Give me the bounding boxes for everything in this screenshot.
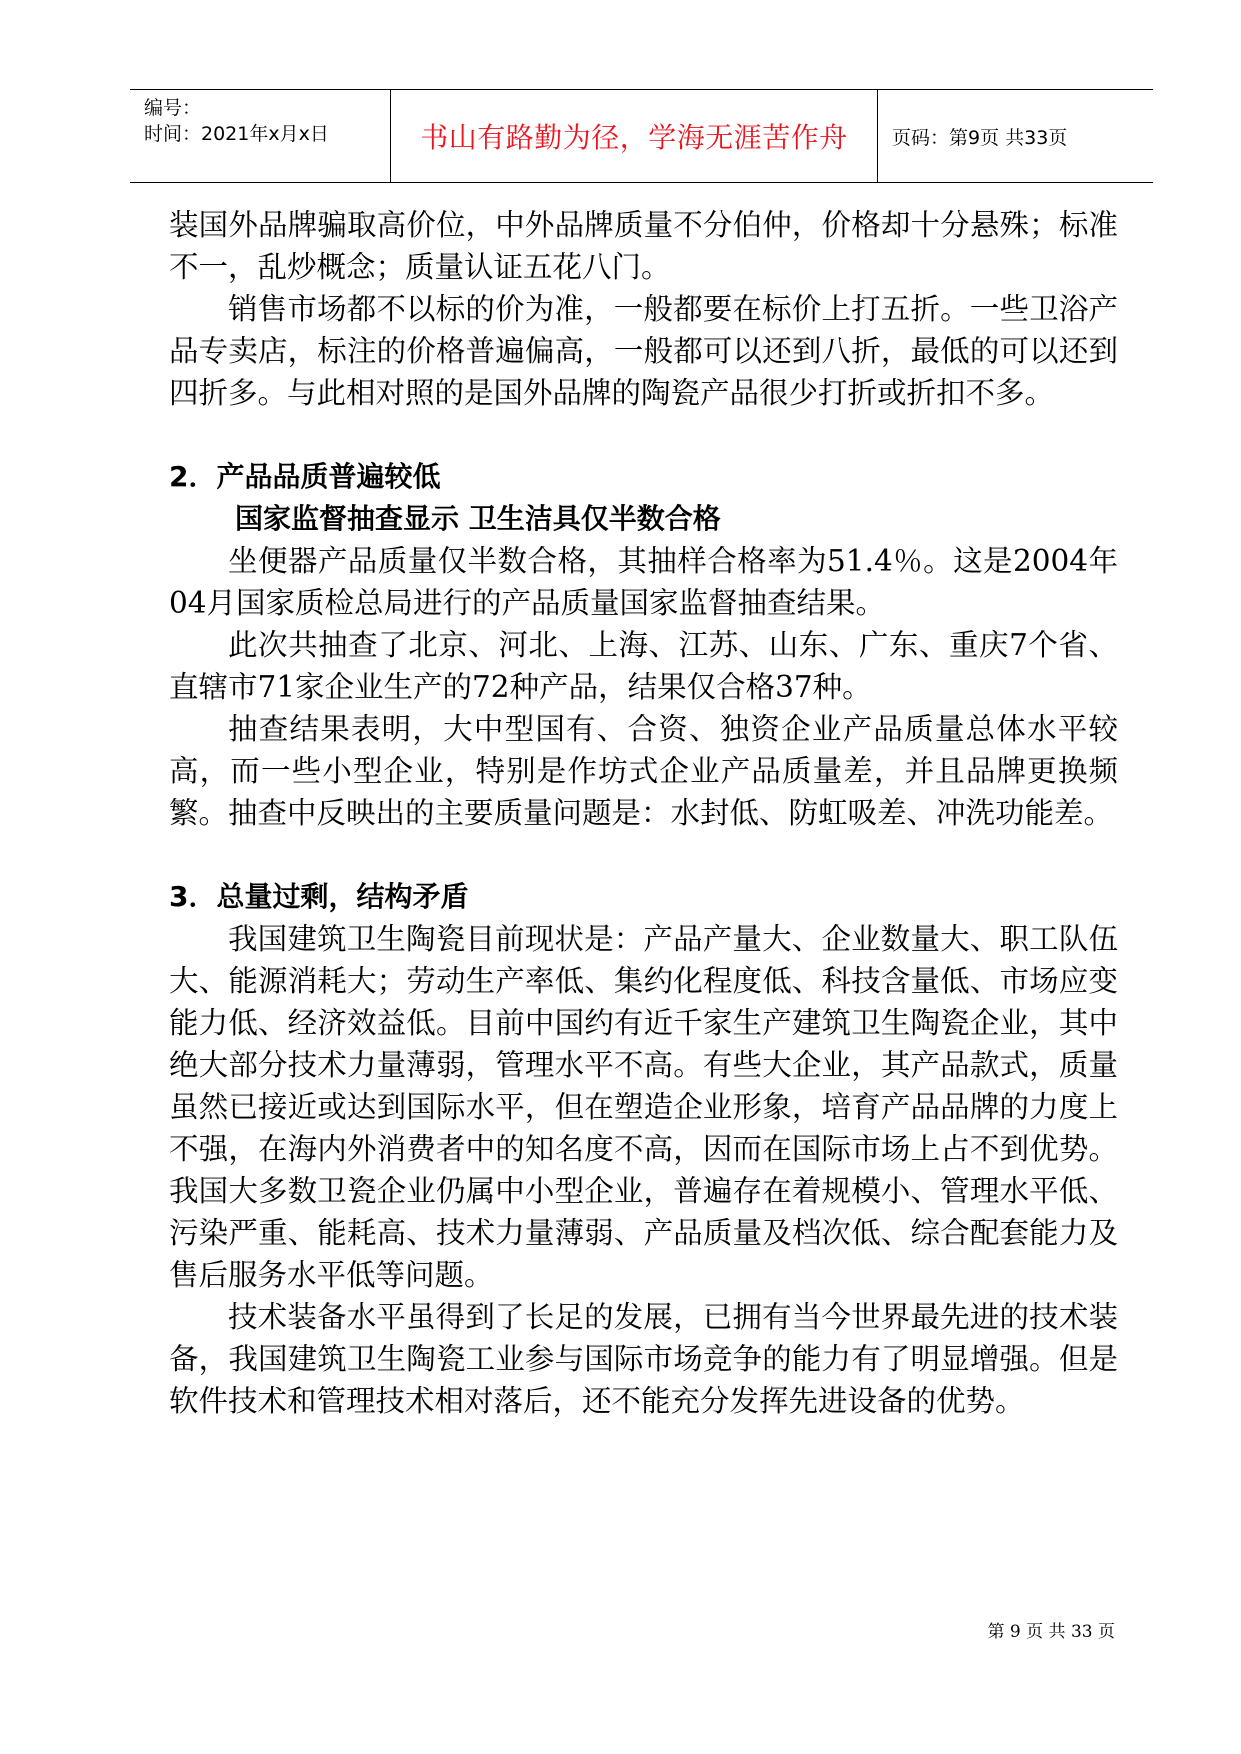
header-page-code: 页码：第9页 共33页 xyxy=(892,126,1068,149)
section-heading-3: 3．总量过剩，结构矛盾 xyxy=(169,880,469,913)
document-body xyxy=(169,204,1118,1422)
paragraph: 销售市场都不以标的价为准，一般都要在标价上打五折。一些卫浴产品专卖店，标注的价格普遍偏高，一般都可以还到八折，最低的可以还到四折多。与此相对照的是国外品牌的陶瓷产品很少打折或折扣不多。 xyxy=(169,292,1118,410)
paragraph: 技术装备水平虽得到了长足的发展，已拥有当今世界最先进的技术装备，我国建筑卫生陶瓷工业参与国际市场竞争的能力有了明显增强。但是软件技术和管理技术相对落后，还不能充分发挥先进设备的优势。 xyxy=(169,1300,1118,1418)
spacer xyxy=(169,834,1118,876)
paragraph: 此次共抽查了北京、河北、上海、江苏、山东、广东、重庆7个省、直辖市71家企业生产的72种产品，结果仅合格37种。 xyxy=(169,628,1118,704)
paragraph: 抽查结果表明，大中型国有、合资、独资企业产品质量总体水平较高，而一些小型企业，特别是作坊式企业产品质量差，并且品牌更换频繁。抽查中反映出的主要质量问题是：水封低、防虹吸差、冲洗功能差。 xyxy=(169,712,1118,830)
header-motto: 书山有路勤为径，学海无涯苦作舟 xyxy=(391,90,878,182)
paragraph: 坐便器产品质量仅半数合格，其抽样合格率为51.4％。这是2004年04月国家质检总局进行的产品质量国家监督抽查结果。 xyxy=(169,544,1118,620)
section-heading-2: 2．产品品质普遍较低 xyxy=(169,460,441,493)
section-subheading: 国家监督抽查显示 卫生洁具仅半数合格 xyxy=(235,502,721,535)
paragraph: 我国建筑卫生陶瓷目前现状是：产品产量大、企业数量大、职工队伍大、能源消耗大；劳动生产率低、集约化程度低、科技含量低、市场应变能力低、经济效益低。目前中国约有近千家生产建筑卫生陶瓷企业，其中绝大部分技术力量薄弱，管理水平不高。有些大企业，其产品款式，质量虽然已接近或达到国际水平，但在塑造企业形象，培育产品品牌的力度上不强，在海内外消费者中的知名度不高，因而在国际市场上占不到优势。我国大多数卫瓷企业仍属中小型企业，普遍存在着规模小、管理水平低、污染严重、能耗高、技术力量薄弱、产品质量及档次低、综合配套能力及售后服务水平低等问题。 xyxy=(169,922,1118,1292)
time-label: 时间：2021年x月x日 xyxy=(144,123,329,145)
page-header xyxy=(130,89,1153,183)
paragraph: 装国外品牌骗取高价位，中外品牌质量不分伯仲，价格却十分悬殊；标准不一，乱炒概念；质量认证五花八门。 xyxy=(169,208,1118,284)
number-label: 编号： xyxy=(144,97,202,119)
header-meta xyxy=(130,90,391,182)
spacer xyxy=(169,414,1118,456)
page-footer: 第 9 页 共 33 页 xyxy=(987,1622,1115,1642)
